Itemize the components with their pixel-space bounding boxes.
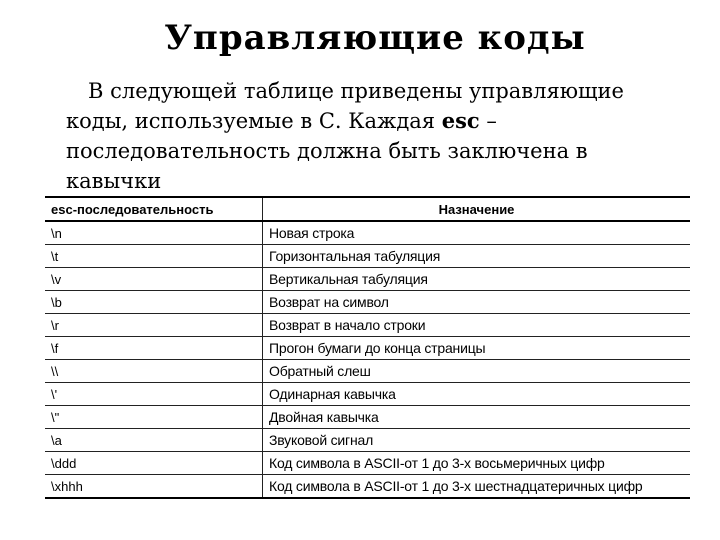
intro-esc-keyword: esc [441, 108, 480, 133]
table-header-row [45, 197, 690, 221]
table-row [45, 383, 690, 406]
cell-meaning: Вертикальная табуляция [263, 268, 691, 291]
table-row [45, 291, 690, 314]
table-row [45, 475, 690, 499]
cell-code: \n [45, 221, 263, 245]
table-row [45, 429, 690, 452]
table-row [45, 245, 690, 268]
cell-code: \xhhh [45, 475, 263, 499]
cell-meaning: Горизонтальная табуляция [263, 245, 691, 268]
cell-code: \v [45, 268, 263, 291]
cell-meaning: Звуковой сигнал [263, 429, 691, 452]
cell-meaning: Возврат в начало строки [263, 314, 691, 337]
cell-code: \t [45, 245, 263, 268]
header-meaning: Назначение [263, 197, 691, 221]
table-body [45, 221, 690, 498]
table-row [45, 268, 690, 291]
slide-title: Управляющие коды [164, 18, 586, 58]
cell-code: \b [45, 291, 263, 314]
table-row [45, 406, 690, 429]
cell-meaning: Новая строка [263, 221, 691, 245]
table-row [45, 337, 690, 360]
cell-code: \\ [45, 360, 263, 383]
table-row [45, 452, 690, 475]
cell-code: \f [45, 337, 263, 360]
cell-meaning: Одинарная кавычка [263, 383, 691, 406]
intro-text-before: В следующей таблице приведены управляющие коды, используемые в С. Каждая [66, 79, 624, 133]
cell-code: \a [45, 429, 263, 452]
intro-paragraph [66, 76, 686, 196]
table-row [45, 314, 690, 337]
cell-meaning: Код символа в ASCII-от 1 до 3-х восьмеричных цифр [263, 452, 691, 475]
header-code: esc-последовательность [45, 197, 263, 221]
cell-code: \r [45, 314, 263, 337]
cell-code: \" [45, 406, 263, 429]
escape-codes-table [45, 196, 690, 499]
table-row [45, 221, 690, 245]
table-row [45, 360, 690, 383]
cell-code: \' [45, 383, 263, 406]
cell-meaning: Возврат на символ [263, 291, 691, 314]
cell-meaning: Обратный слеш [263, 360, 691, 383]
cell-meaning: Прогон бумаги до конца страницы [263, 337, 691, 360]
cell-meaning: Двойная кавычка [263, 406, 691, 429]
cell-code: \ddd [45, 452, 263, 475]
cell-meaning: Код символа в ASCII-от 1 до 3-х шестнадцатеричных цифр [263, 475, 691, 499]
intro-text-after: – последовательность должна быть заключена в кавычки [66, 109, 588, 193]
